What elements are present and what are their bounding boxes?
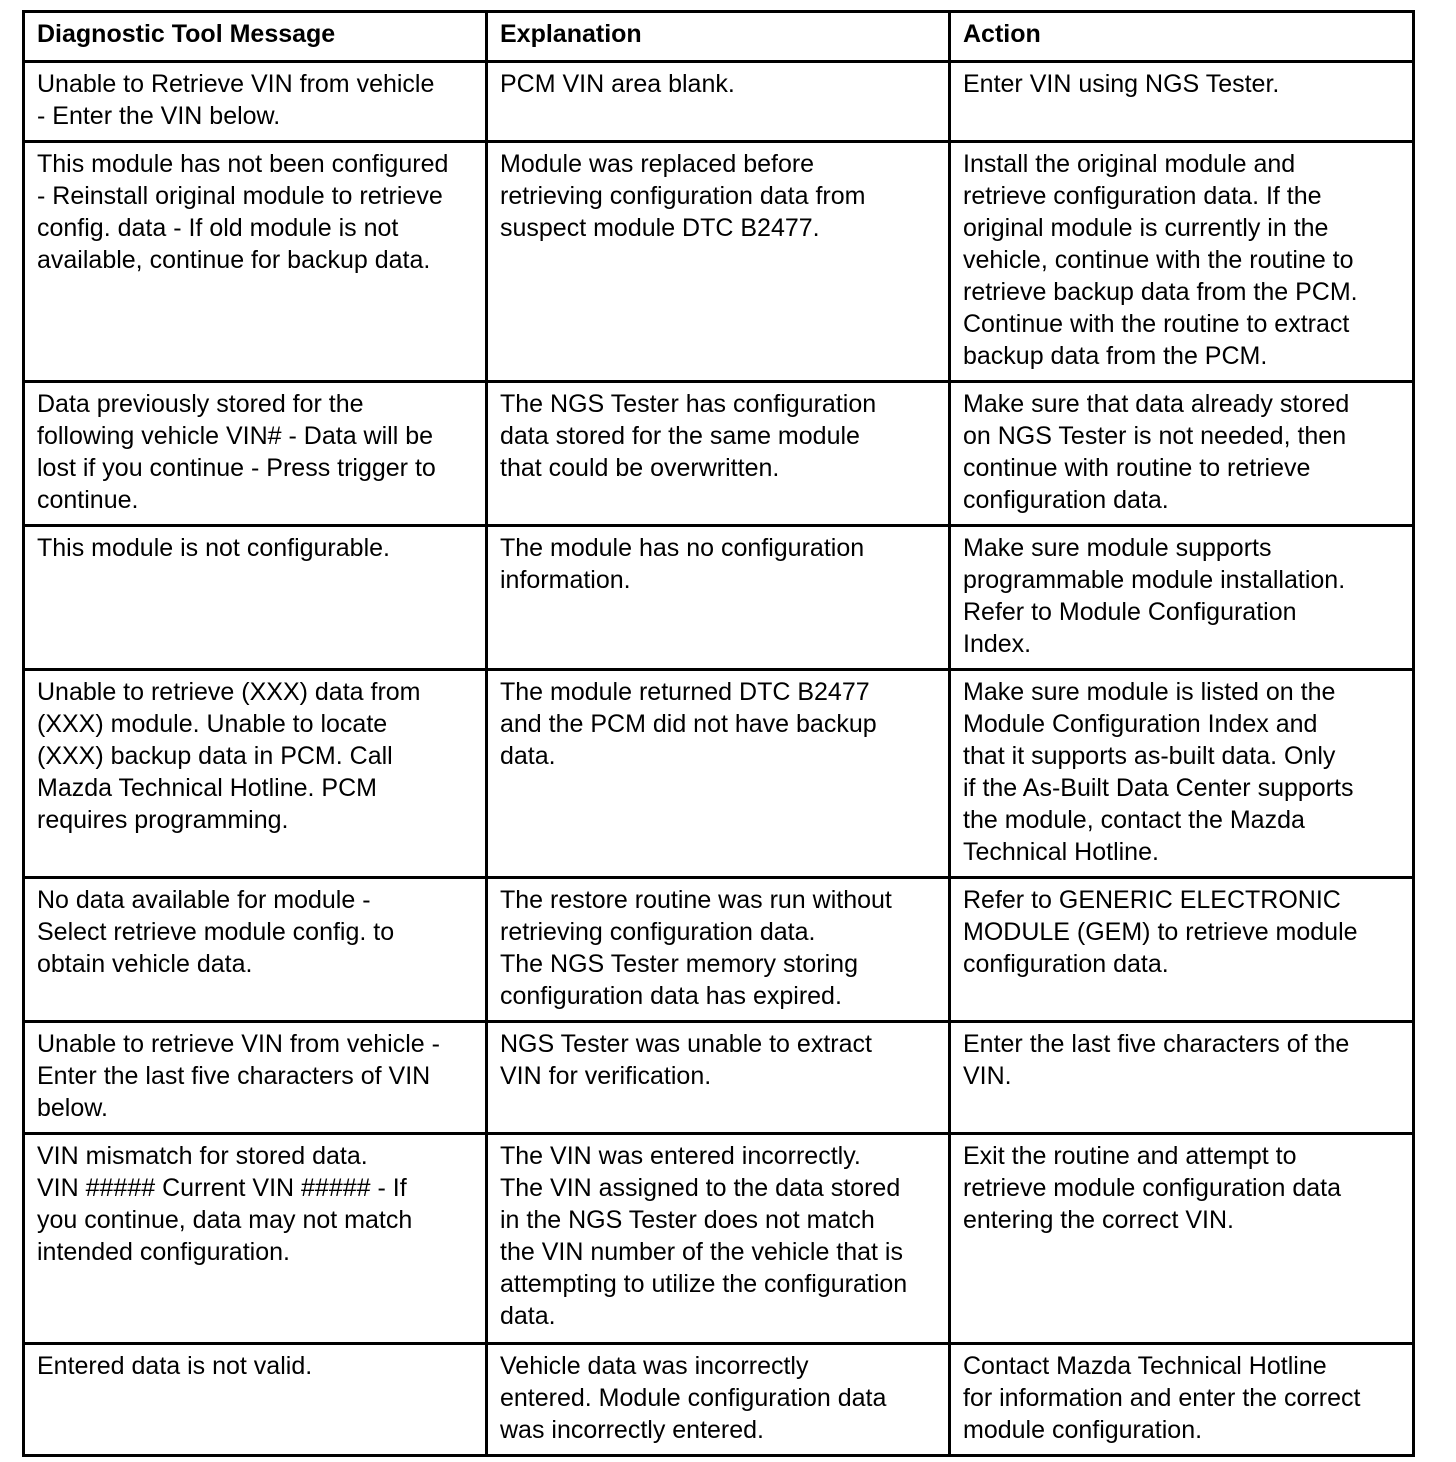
cell-action: Make sure that data already stored on NGS Tester is not needed, then continue with routine to retrieve configuration data. (950, 382, 1414, 526)
column-header-action: Action (950, 12, 1414, 62)
table-row (24, 1134, 1414, 1344)
table-row (24, 526, 1414, 670)
cell-explanation: Module was replaced before retrieving configuration data from suspect module DTC B2477. (487, 142, 950, 382)
cell-action: Enter VIN using NGS Tester. (950, 62, 1414, 142)
table-row (24, 142, 1414, 382)
cell-explanation: Vehicle data was incorrectly entered. Module configuration data was incorrectly entered. (487, 1344, 950, 1456)
cell-message: This module has not been configured - Reinstall original module to retrieve config. data - If old module is not available, continue for backup data. (24, 142, 487, 382)
cell-explanation: The module returned DTC B2477 and the PCM did not have backup data. (487, 670, 950, 878)
column-header-message: Diagnostic Tool Message (24, 12, 487, 62)
cell-explanation: The VIN was entered incorrectly. The VIN assigned to the data stored in the NGS Tester does not match the VIN number of the vehicle that is attempting to utilize the configuration data. (487, 1134, 950, 1344)
cell-message: Unable to Retrieve VIN from vehicle - Enter the VIN below. (24, 62, 487, 142)
cell-explanation: PCM VIN area blank. (487, 62, 950, 142)
cell-explanation: The module has no configuration information. (487, 526, 950, 670)
diagnostic-message-table (22, 10, 1415, 1457)
cell-explanation: NGS Tester was unable to extract VIN for verification. (487, 1022, 950, 1134)
cell-action: Refer to GENERIC ELECTRONIC MODULE (GEM) to retrieve module configuration data. (950, 878, 1414, 1022)
cell-explanation: The NGS Tester has configuration data stored for the same module that could be overwritten. (487, 382, 950, 526)
cell-message: Entered data is not valid. (24, 1344, 487, 1456)
table-row (24, 382, 1414, 526)
cell-action: Enter the last five characters of the VIN. (950, 1022, 1414, 1134)
cell-message: Unable to retrieve (XXX) data from (XXX) module. Unable to locate (XXX) backup data in PCM. Call Mazda Technical Hotline. PCM requires programming. (24, 670, 487, 878)
cell-message: Data previously stored for the following vehicle VIN# - Data will be lost if you continue - Press trigger to continue. (24, 382, 487, 526)
table-row (24, 670, 1414, 878)
table-row (24, 1022, 1414, 1134)
cell-explanation: The restore routine was run without retrieving configuration data. The NGS Tester memory storing configuration data has expired. (487, 878, 950, 1022)
cell-action: Make sure module is listed on the Module Configuration Index and that it supports as-built data. Only if the As-Built Data Center supports the module, contact the Mazda Technical Hotline. (950, 670, 1414, 878)
column-header-explanation: Explanation (487, 12, 950, 62)
cell-action: Make sure module supports programmable module installation. Refer to Module Configuration Index. (950, 526, 1414, 670)
cell-action: Contact Mazda Technical Hotline for information and enter the correct module configuration. (950, 1344, 1414, 1456)
cell-message: Unable to retrieve VIN from vehicle - Enter the last five characters of VIN below. (24, 1022, 487, 1134)
table-row (24, 878, 1414, 1022)
cell-message: VIN mismatch for stored data. VIN ##### Current VIN ##### - If you continue, data may not match intended configuration. (24, 1134, 487, 1344)
cell-action: Install the original module and retrieve configuration data. If the original module is currently in the vehicle, continue with the routine to retrieve backup data from the PCM. Continue with the routine to extract backup data from the PCM. (950, 142, 1414, 382)
table-row (24, 1344, 1414, 1456)
table-header-row (24, 12, 1414, 62)
cell-message: This module is not configurable. (24, 526, 487, 670)
table-row (24, 62, 1414, 142)
cell-message: No data available for module - Select retrieve module config. to obtain vehicle data. (24, 878, 487, 1022)
cell-action: Exit the routine and attempt to retrieve module configuration data entering the correct VIN. (950, 1134, 1414, 1344)
